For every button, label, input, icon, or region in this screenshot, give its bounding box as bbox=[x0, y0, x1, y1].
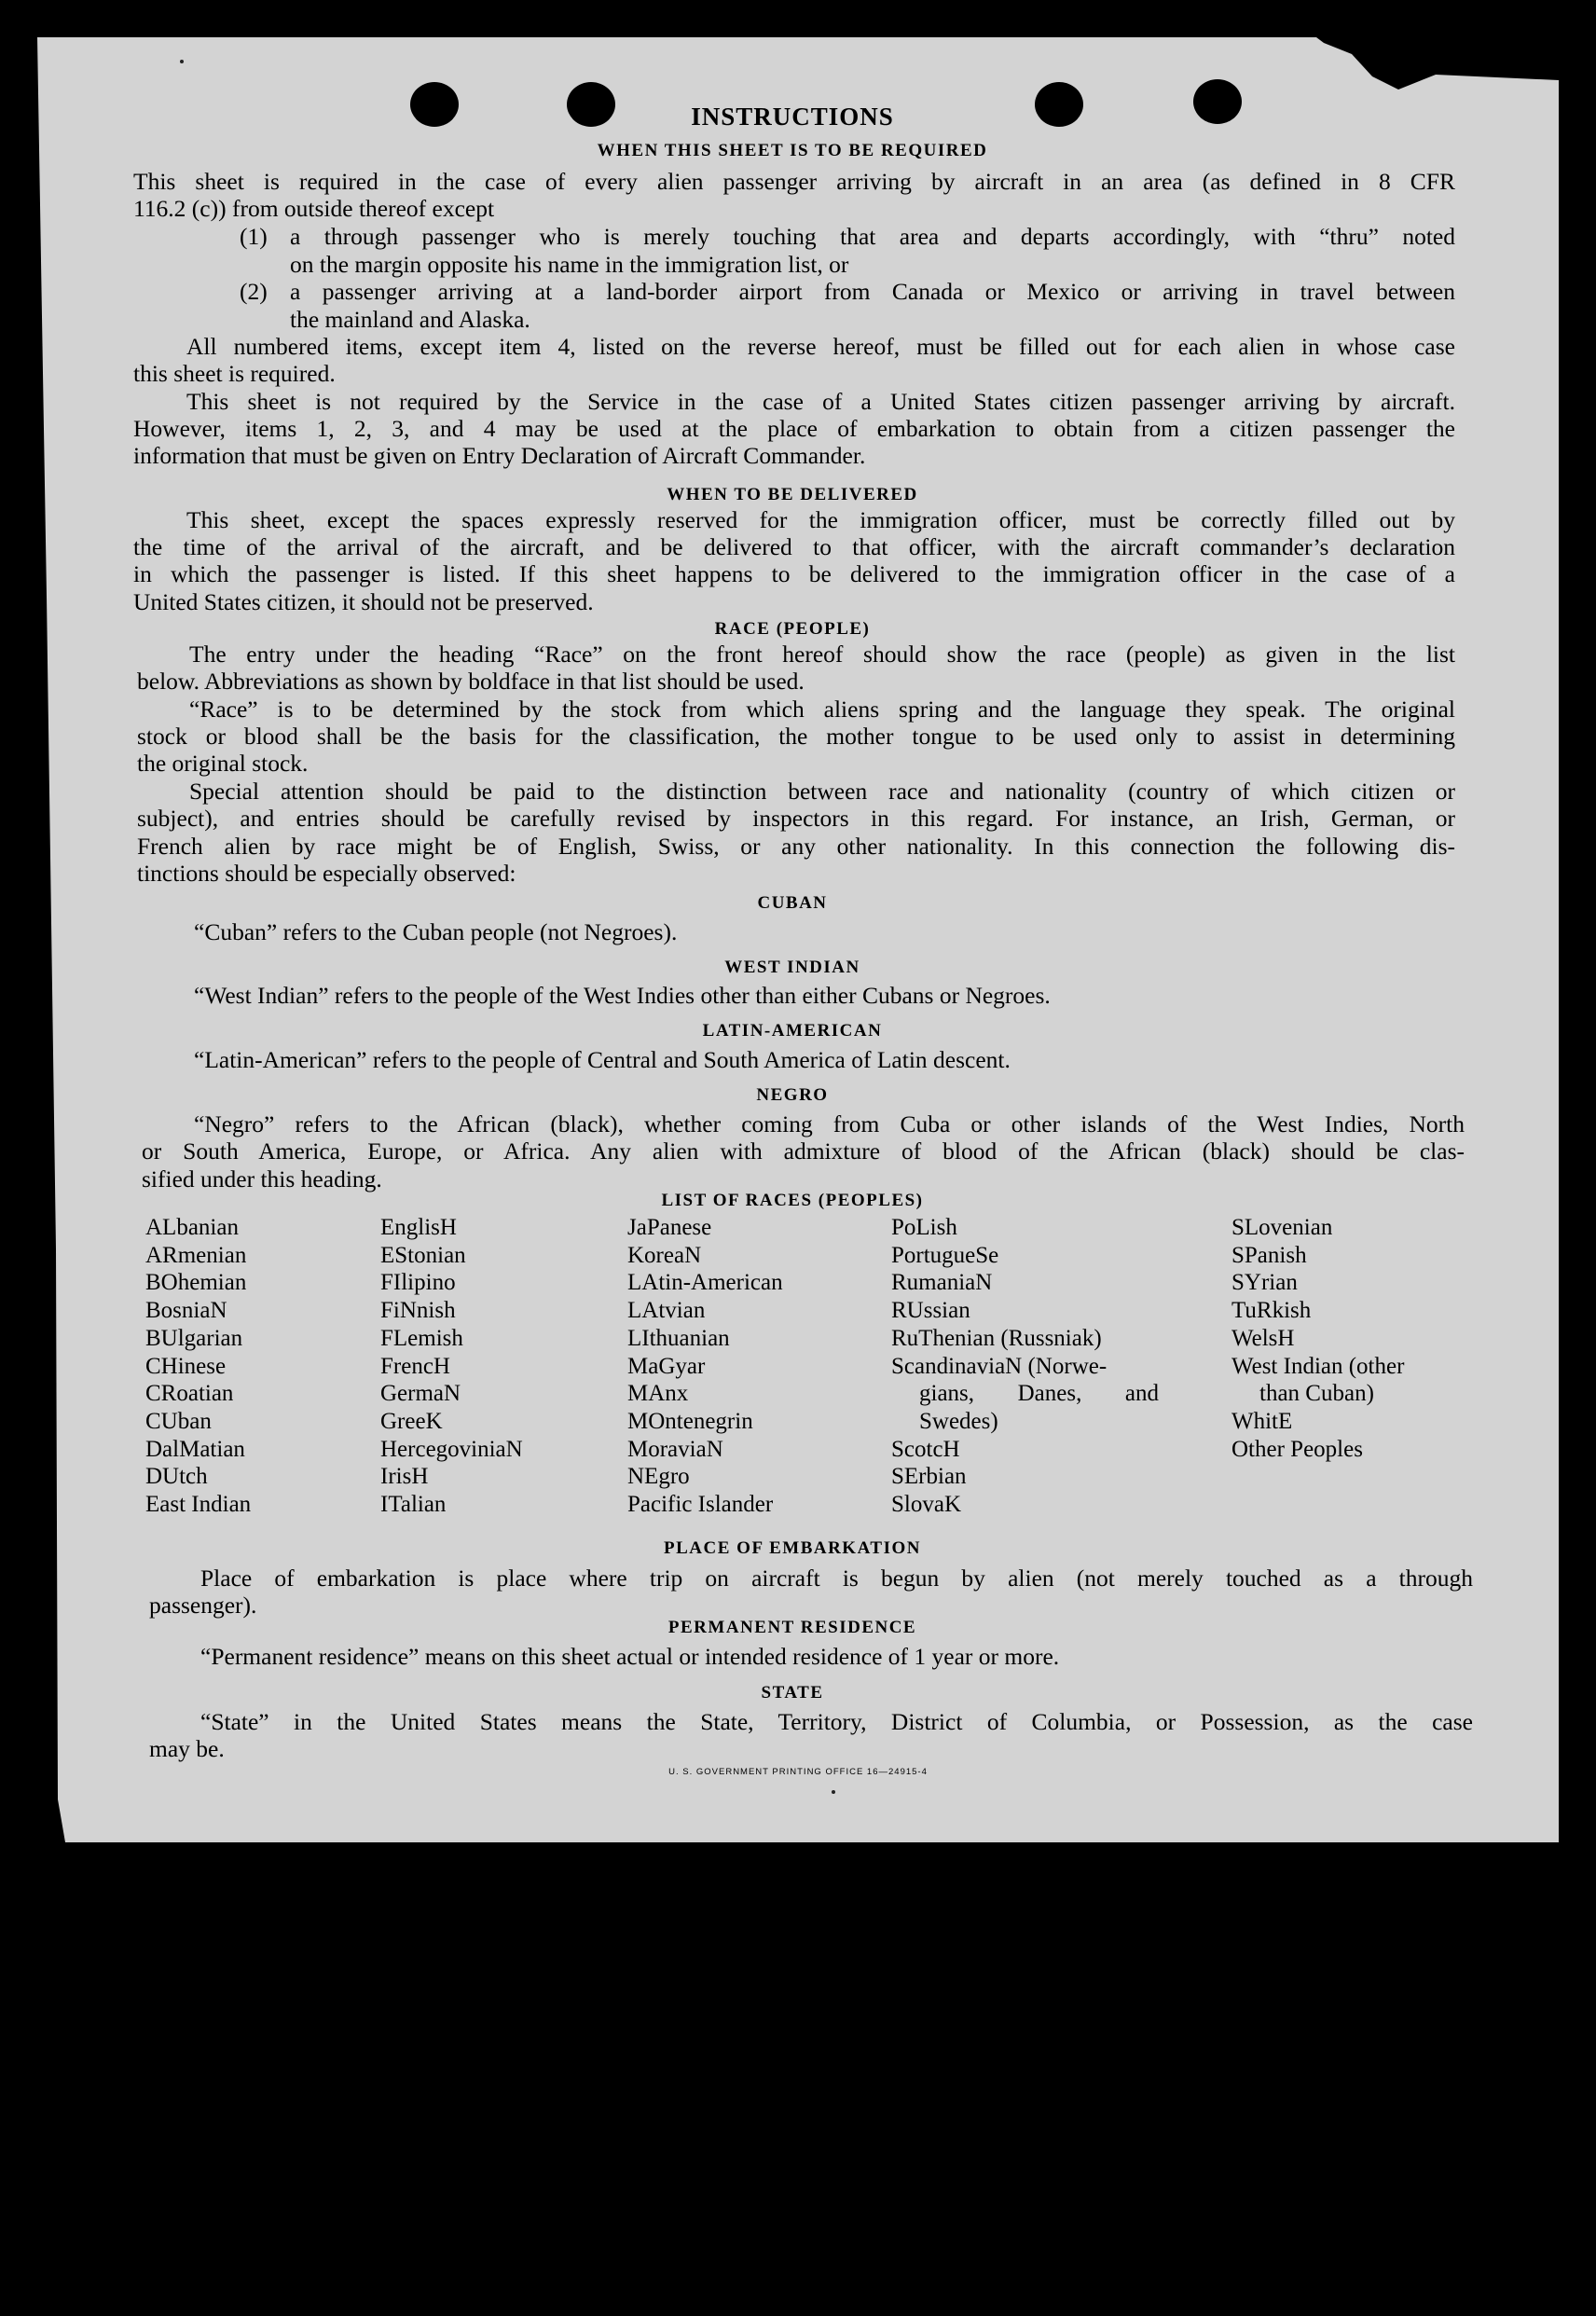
race-entry: ScotcH bbox=[891, 1436, 960, 1462]
section-heading-state: STATE bbox=[761, 1683, 824, 1703]
races-column bbox=[891, 1214, 1159, 1519]
race-entry: NEgro bbox=[627, 1464, 690, 1490]
paragraph-line: or South America, Europe, or Africa. Any alien with admixture of blood of the African (black) should be clas- bbox=[142, 1137, 1465, 1165]
race-entry: ITalian bbox=[380, 1492, 447, 1518]
race-entry: EnglisH bbox=[380, 1215, 457, 1240]
race-entry: RUssian bbox=[891, 1298, 970, 1324]
paragraph-line: may be. bbox=[149, 1735, 225, 1762]
race-entry: KoreaN bbox=[627, 1242, 702, 1268]
paragraph-line: stock or blood shall be the basis for the classification, the mother tongue to be used only to assist in determining bbox=[137, 723, 1455, 750]
paragraph-line: the original stock. bbox=[137, 750, 309, 777]
paragraph-line: this sheet is required. bbox=[133, 360, 336, 387]
section-heading-race: RACE (PEOPLE) bbox=[714, 619, 871, 639]
paragraph-line: sified under this heading. bbox=[142, 1165, 382, 1192]
race-entry: FLemish bbox=[380, 1325, 463, 1351]
page-title: INSTRUCTIONS bbox=[691, 103, 894, 131]
item-number: (1) bbox=[240, 223, 268, 250]
race-entry: PoLish bbox=[891, 1215, 957, 1240]
race-entry: Swedes) bbox=[919, 1408, 998, 1434]
paragraph-line: “Race” is to be determined by the stock from which aliens spring and the language they speak. The original bbox=[189, 696, 1455, 723]
race-entry: ScandinaviaN (Norwe- bbox=[891, 1353, 1108, 1379]
race-entry: CRoatian bbox=[145, 1381, 234, 1407]
paragraph-line: All numbered items, except item 4, listed on the reverse hereof, must be filled out for each alien in whose case bbox=[186, 333, 1455, 360]
races-column bbox=[1231, 1214, 1404, 1463]
race-entry: BUlgarian bbox=[145, 1325, 243, 1351]
section-heading-latin-american: LATIN-AMERICAN bbox=[702, 1021, 883, 1041]
race-entry: SlovaK bbox=[891, 1492, 961, 1518]
paragraph-line: information that must be given on Entry Declaration of Aircraft Commander. bbox=[133, 442, 866, 469]
item-number: (2) bbox=[240, 278, 268, 305]
race-entry: DalMatian bbox=[145, 1436, 245, 1462]
race-entry: FIlipino bbox=[380, 1270, 456, 1296]
paragraph-line: 116.2 (c)) from outside thereof except bbox=[133, 195, 495, 222]
race-entry: IrisH bbox=[380, 1464, 429, 1490]
scan-speck bbox=[180, 60, 184, 63]
paragraph-line: passenger). bbox=[149, 1592, 257, 1619]
paragraph-line: Special attention should be paid to the distinction between race and nationality (country of which citizen or bbox=[189, 778, 1455, 805]
section-heading-negro: NEGRO bbox=[756, 1085, 829, 1105]
race-entry: CUban bbox=[145, 1408, 212, 1434]
paragraph-line: tinctions should be especially observed: bbox=[137, 860, 516, 887]
paragraph-line: “West Indian” refers to the people of the West Indies other than either Cubans or Negroes. bbox=[194, 982, 1051, 1009]
paragraph-line: This sheet is not required by the Service in the case of a United States citizen passenger arriving by aircraft. bbox=[186, 388, 1455, 415]
race-entry: BosniaN bbox=[145, 1298, 227, 1324]
exception-item bbox=[240, 223, 1455, 278]
paragraph-line: The entry under the heading “Race” on the front hereof should show the race (people) as given in the list bbox=[189, 641, 1455, 668]
race-entry: WelsH bbox=[1231, 1325, 1295, 1351]
race-entry: gians, Danes, and bbox=[919, 1381, 1159, 1407]
race-entry: JaPanese bbox=[627, 1215, 712, 1240]
paragraph-line: “State” in the United States means the State, Territory, District of Columbia, or Possession, as the case bbox=[200, 1708, 1473, 1735]
section-heading-cuban: CUBAN bbox=[757, 893, 828, 913]
paragraph-line: “Permanent residence” means on this sheet actual or intended residence of 1 year or more. bbox=[200, 1643, 1060, 1670]
races-column bbox=[145, 1214, 251, 1519]
race-entry: LIthuanian bbox=[627, 1325, 730, 1351]
section-heading-races-list: LIST OF RACES (PEOPLES) bbox=[661, 1191, 924, 1210]
paragraph-line: This sheet, except the spaces expressly reserved for the immigration officer, must be correctly filled out by bbox=[186, 506, 1455, 533]
paragraph-line: the time of the arrival of the aircraft, and be delivered to that officer, with the aircraft commander’s declaration bbox=[133, 533, 1455, 560]
race-entry: FrencH bbox=[380, 1353, 450, 1379]
race-entry: WhitE bbox=[1231, 1408, 1293, 1434]
printing-office-imprint: U. S. GOVERNMENT PRINTING OFFICE 16—24915-4 bbox=[668, 1767, 928, 1777]
paragraph-line: French alien by race might be of English, Swiss, or any other nationality. In this connection the following dis- bbox=[137, 833, 1455, 860]
race-entry: SLovenian bbox=[1231, 1215, 1333, 1240]
race-entry: BOhemian bbox=[145, 1270, 247, 1296]
paragraph-line: However, items 1, 2, 3, and 4 may be used at the place of embarkation to obtain from a citizen passenger the bbox=[133, 415, 1455, 442]
race-entry: RumaniaN bbox=[891, 1270, 993, 1296]
race-entry: MAnx bbox=[627, 1381, 689, 1407]
item-text: a passenger arriving at a land-border airport from Canada or Mexico or arriving in travel between the mainland and Alaska. bbox=[290, 278, 1455, 333]
race-entry: PortugueSe bbox=[891, 1242, 999, 1268]
race-entry: Pacific Islander bbox=[627, 1492, 774, 1518]
race-entry: CHinese bbox=[145, 1353, 227, 1379]
paragraph-line: “Cuban” refers to the Cuban people (not Negroes). bbox=[194, 918, 678, 945]
paragraph-line: subject), and entries should be carefully revised by inspectors in this regard. For instance, an Irish, German, or bbox=[137, 805, 1455, 832]
item-text: a through passenger who is merely touching that area and departs accordingly, with “thru” noted on the margin opposite his name in the immigration list, or bbox=[290, 223, 1455, 278]
race-entry: East Indian bbox=[145, 1492, 252, 1518]
race-entry: Other Peoples bbox=[1231, 1436, 1363, 1462]
paragraph-line: below. Abbreviations as shown by boldface in that list should be used. bbox=[137, 668, 805, 695]
race-entry: West Indian (other bbox=[1231, 1353, 1405, 1379]
race-entry: RuThenian (Russniak) bbox=[891, 1325, 1102, 1351]
race-entry: MoraviaN bbox=[627, 1436, 723, 1462]
races-column bbox=[627, 1214, 783, 1519]
races-column bbox=[380, 1214, 523, 1519]
section-heading-residence: PERMANENT RESIDENCE bbox=[667, 1618, 917, 1637]
section-heading-when-required: WHEN THIS SHEET IS TO BE REQUIRED bbox=[597, 141, 988, 160]
race-entry: SYrian bbox=[1231, 1270, 1298, 1296]
scan-speck bbox=[1524, 63, 1529, 68]
paragraph-line: Place of embarkation is place where trip on aircraft is begun by alien (not merely touched as a through bbox=[200, 1565, 1473, 1592]
race-entry: ALbanian bbox=[145, 1215, 239, 1240]
paragraph-line: in which the passenger is listed. If this sheet happens to be delivered to the immigration officer in the case of a bbox=[133, 560, 1455, 587]
race-entry: GermaN bbox=[380, 1381, 461, 1407]
section-heading-when-delivered: WHEN TO BE DELIVERED bbox=[667, 485, 918, 504]
section-heading-embarkation: PLACE OF EMBARKATION bbox=[664, 1538, 921, 1558]
race-entry: TuRkish bbox=[1231, 1298, 1312, 1324]
race-entry: LAtvian bbox=[627, 1298, 706, 1324]
race-entry: ARmenian bbox=[145, 1242, 247, 1268]
race-entry: SErbian bbox=[891, 1464, 967, 1490]
race-entry: HercegoviniaN bbox=[380, 1436, 523, 1462]
race-entry: SPanish bbox=[1231, 1242, 1307, 1268]
race-entry: EStonian bbox=[380, 1242, 466, 1268]
race-entry: DUtch bbox=[145, 1464, 208, 1490]
race-entry: GreeK bbox=[380, 1408, 443, 1434]
paragraph-line: This sheet is required in the case of every alien passenger arriving by aircraft in an area (as defined in 8 CFR bbox=[133, 168, 1455, 195]
section-heading-west-indian: WEST INDIAN bbox=[724, 958, 860, 977]
race-entry: MaGyar bbox=[627, 1353, 706, 1379]
race-entry: FiNnish bbox=[380, 1298, 456, 1324]
exception-item bbox=[240, 278, 1455, 333]
scan-speck bbox=[832, 1790, 835, 1794]
race-entry: LAtin-American bbox=[627, 1270, 783, 1296]
paragraph-line: “Latin-American” refers to the people of Central and South America of Latin descent. bbox=[194, 1046, 1011, 1073]
race-entry: than Cuban) bbox=[1259, 1381, 1374, 1407]
race-entry: MOntenegrin bbox=[627, 1408, 753, 1434]
paragraph-line: United States citizen, it should not be preserved. bbox=[133, 588, 594, 615]
paragraph-line: “Negro” refers to the African (black), whether coming from Cuba or other islands of the West Indies, North bbox=[194, 1110, 1465, 1137]
